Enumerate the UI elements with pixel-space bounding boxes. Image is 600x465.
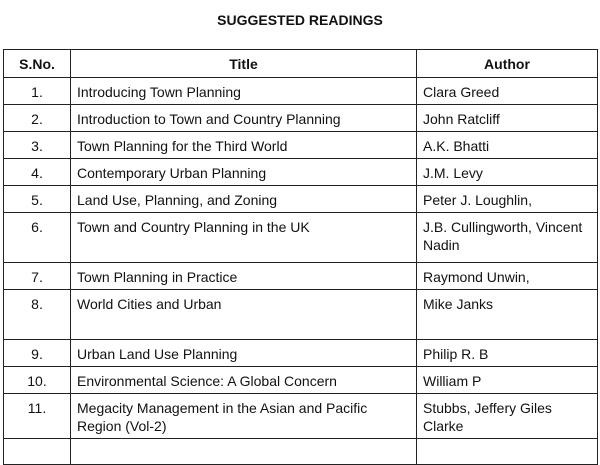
readings-table xyxy=(3,49,598,465)
table-row xyxy=(4,367,598,394)
table-row xyxy=(4,186,598,213)
cell-sno: 9. xyxy=(4,340,71,367)
cell-title: Introduction to Town and Country Planning xyxy=(71,105,417,132)
table-header-row xyxy=(4,50,598,78)
cell-author: Philip R. B xyxy=(417,340,598,367)
cell-sno: 7. xyxy=(4,263,71,290)
cell-sno: 3. xyxy=(4,132,71,159)
cell-title: Town and Country Planning in the UK xyxy=(71,213,417,263)
table-row xyxy=(4,213,598,263)
table-row-partial xyxy=(4,439,598,465)
table-row xyxy=(4,105,598,132)
cell-sno: 1. xyxy=(4,78,71,105)
cell-author: William P xyxy=(417,367,598,394)
cell-sno: 2. xyxy=(4,105,71,132)
cell-title: World Cities and Urban xyxy=(71,290,417,340)
cell-sno: 4. xyxy=(4,159,71,186)
table-row xyxy=(4,159,598,186)
cell-author: Mike Janks xyxy=(417,290,598,340)
cell-title: Environmental Science: A Global Concern xyxy=(71,367,417,394)
cell-author: J.B. Cullingworth, Vincent Nadin xyxy=(417,213,598,263)
table-row xyxy=(4,132,598,159)
cell-author: Raymond Unwin, xyxy=(417,263,598,290)
cell-sno: 10. xyxy=(4,367,71,394)
empty-cell xyxy=(4,439,71,465)
empty-cell xyxy=(71,439,417,465)
cell-title: Town Planning in Practice xyxy=(71,263,417,290)
cell-title: Introducing Town Planning xyxy=(71,78,417,105)
table-row xyxy=(4,263,598,290)
column-header-author: Author xyxy=(417,50,598,78)
column-header-sno: S.No. xyxy=(4,50,71,78)
cell-title: Contemporary Urban Planning xyxy=(71,159,417,186)
page-heading: SUGGESTED READINGS xyxy=(217,12,383,28)
cell-author: Stubbs, Jeffery Giles Clarke xyxy=(417,394,598,439)
cell-sno: 6. xyxy=(4,213,71,263)
cell-author: J.M. Levy xyxy=(417,159,598,186)
cell-sno: 5. xyxy=(4,186,71,213)
table-row xyxy=(4,290,598,340)
cell-title: Megacity Management in the Asian and Pacific Region (Vol-2) xyxy=(71,394,417,439)
cell-title: Town Planning for the Third World xyxy=(71,132,417,159)
cell-author: Clara Greed xyxy=(417,78,598,105)
table-row xyxy=(4,394,598,439)
cell-sno: 8. xyxy=(4,290,71,340)
cell-author: Peter J. Loughlin, xyxy=(417,186,598,213)
cell-title: Urban Land Use Planning xyxy=(71,340,417,367)
column-header-title: Title xyxy=(71,50,417,78)
cell-author: A.K. Bhatti xyxy=(417,132,598,159)
table-row xyxy=(4,78,598,105)
cell-author: John Ratcliff xyxy=(417,105,598,132)
table-row xyxy=(4,340,598,367)
cell-sno: 11. xyxy=(4,394,71,439)
empty-cell xyxy=(417,439,598,465)
cell-title: Land Use, Planning, and Zoning xyxy=(71,186,417,213)
